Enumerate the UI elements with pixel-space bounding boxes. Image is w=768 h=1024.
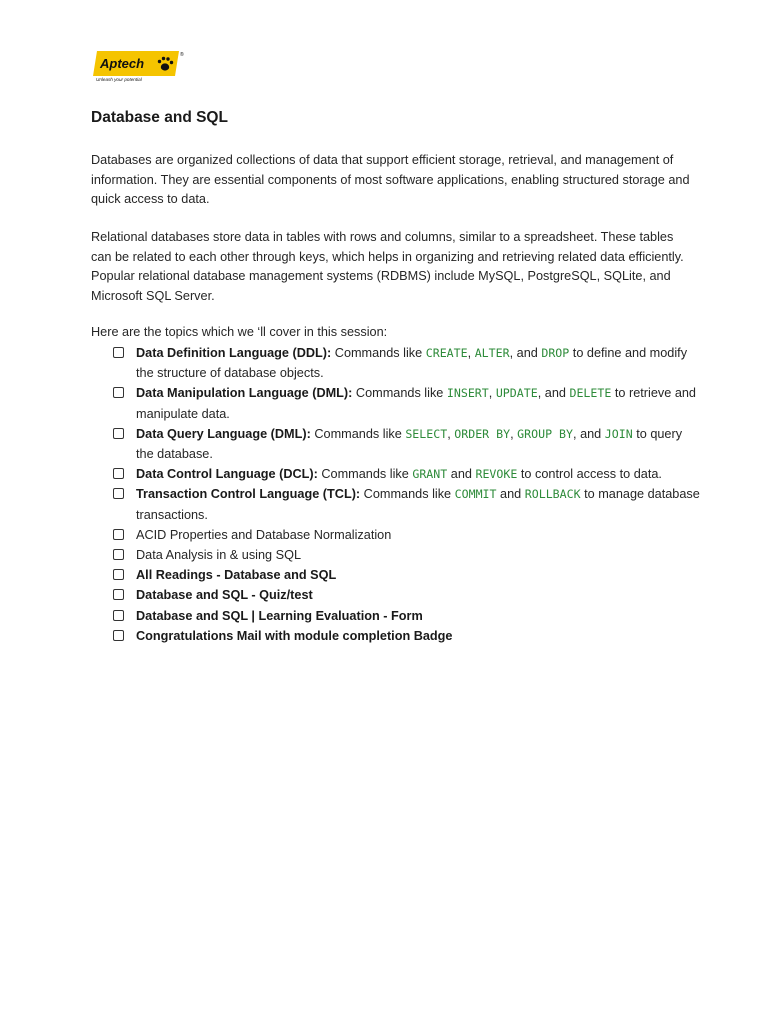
page-title: Database and SQL (91, 109, 228, 126)
checklist-item: Congratulations Mail with module completion Badge (113, 626, 703, 646)
topic-checklist (113, 343, 703, 646)
registered-mark: ® (180, 52, 184, 58)
checklist-item: Data Control Language (DCL): Commands like GRANT and REVOKE to control access to data. (113, 464, 703, 484)
checkbox-unchecked[interactable] (113, 428, 124, 439)
checkbox-unchecked[interactable] (113, 529, 124, 540)
checkbox-unchecked[interactable] (113, 589, 124, 600)
checkbox-unchecked[interactable] (113, 630, 124, 641)
checkbox-unchecked[interactable] (113, 468, 124, 479)
checkbox-unchecked[interactable] (113, 387, 124, 398)
checklist-item: Database and SQL | Learning Evaluation - Form (113, 606, 703, 626)
intro-paragraph-databases: Databases are organized collections of data that support efficient storage, retrieval, and management of information. They are essential components of most software applications, enabling structured storage and quick access to data. (91, 153, 690, 206)
checkbox-unchecked[interactable] (113, 569, 124, 580)
checkbox-unchecked[interactable] (113, 610, 124, 621)
topics-intro: Here are the topics which we ‘ll cover in this session: (91, 325, 388, 339)
checklist-item: ACID Properties and Database Normalization (113, 525, 703, 545)
checklist-item: Data Analysis in & using SQL (113, 545, 703, 565)
logo-tagline: Unleash your potential (96, 77, 142, 82)
checklist-item: Data Definition Language (DDL): Commands like CREATE, ALTER, and DROP to define and modify the structure of database objects. (113, 343, 703, 383)
checklist-item: Database and SQL - Quiz/test (113, 585, 703, 605)
checklist-item: All Readings - Database and SQL (113, 565, 703, 585)
logo-brand-text: Aptech (100, 56, 145, 71)
aptech-logo (91, 50, 186, 82)
checkbox-unchecked[interactable] (113, 488, 124, 499)
checkbox-unchecked[interactable] (113, 347, 124, 358)
checklist-item: Data Manipulation Language (DML): Commands like INSERT, UPDATE, and DELETE to retrieve and manipulate data. (113, 383, 703, 423)
intro-paragraph-relational: Relational databases store data in tables with rows and columns, similar to a spreadsheet. These tables can be related to each other through keys, which helps in organizing and retrieving related data efficiently. Popular relational database management systems (RDBMS) include MySQL, PostgreSQL, SQLite, and Microsoft SQL Server. (91, 230, 684, 303)
checklist-item: Transaction Control Language (TCL): Commands like COMMIT and ROLLBACK to manage database transactions. (113, 484, 703, 524)
checkbox-unchecked[interactable] (113, 549, 124, 560)
checklist-item: Data Query Language (DML): Commands like SELECT, ORDER BY, GROUP BY, and JOIN to query the database. (113, 424, 703, 464)
